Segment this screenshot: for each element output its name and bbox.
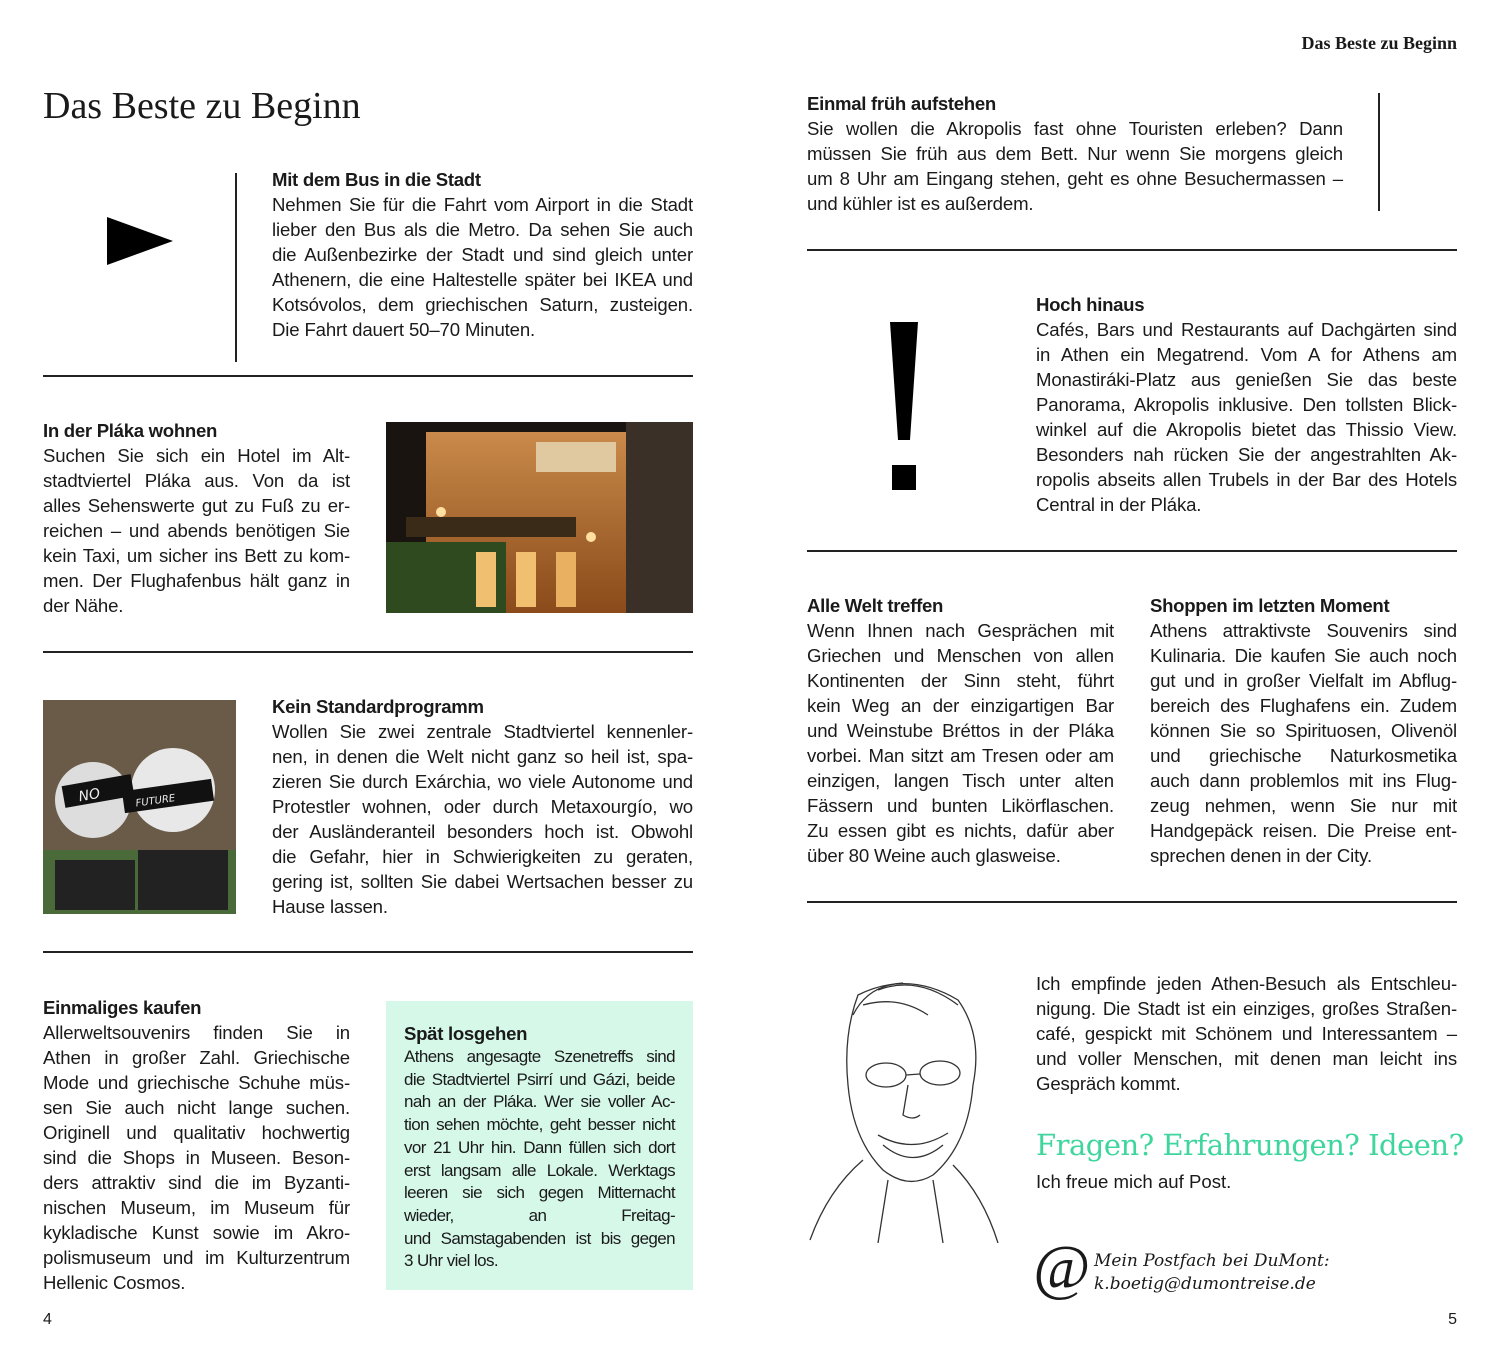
- section-heading: Einmaliges kaufen: [43, 997, 202, 1018]
- text-line: können Sie so Spirituosen, Olivenöl: [1150, 720, 1457, 741]
- text-line: Mode und griechische Schuhe müs-: [43, 1072, 350, 1093]
- text-line: nah an der Pláka. Wer sie voller Ac-: [404, 1092, 675, 1112]
- text-line: ropolis abseits allen Trubels in der Bar des Hotels: [1036, 469, 1457, 490]
- text-line: Zu essen gibt es nichts, dafür aber: [807, 820, 1114, 841]
- section-heading: Hoch hinaus: [1036, 294, 1145, 315]
- text-line: um 8 Uhr am Eingang stehen, geht es ohne Besuchermassen –: [807, 168, 1343, 189]
- text-line: Monastiráki-Platz aus genießen Sie das beste: [1036, 369, 1457, 390]
- section-heading: In der Pláka wohnen: [43, 420, 218, 441]
- text-line: polismuseum und im Kulturzentrum: [43, 1247, 350, 1268]
- text-line: lieber den Bus als die Metro. Da sehen Sie auch: [272, 219, 693, 240]
- divider: [235, 173, 237, 362]
- text-line: der Ausländeranteil besonders hoch ist. Obwohl: [272, 821, 693, 842]
- page-number-left: 4: [43, 1311, 52, 1328]
- divider: [1378, 93, 1380, 211]
- text-line: Suchen Sie sich ein Hotel im Alt-: [43, 445, 350, 466]
- text-line: Originell und qualitativ hochwertig: [43, 1122, 350, 1143]
- running-head: Das Beste zu Beginn: [1301, 33, 1457, 53]
- text-line: Cafés, Bars und Restaurants auf Dachgärten sind: [1036, 319, 1457, 340]
- divider: [43, 375, 693, 377]
- text-line: die Stadtviertel Psirrí und Gázi, beide: [404, 1069, 675, 1089]
- section-frueh: [807, 91, 1343, 216]
- text-line: Athens attraktivste Souvenirs sind: [1150, 620, 1457, 641]
- text-line: gering ist, sollten Sie dabei Wertsachen besser zu: [272, 871, 693, 892]
- text-line: wieder, an Freitag-: [404, 1205, 675, 1225]
- section-shoppen: [1150, 593, 1457, 868]
- graffiti-no: NO: [77, 785, 102, 806]
- text-line: nischen Museum, im Museum für: [43, 1197, 350, 1218]
- text-line: müssen Sie früh aus dem Bett. Nur wenn Sie morgens gleich: [807, 143, 1343, 164]
- text-line: Allerweltsouvenirs finden Sie in: [43, 1022, 350, 1043]
- divider: [807, 249, 1457, 251]
- text-line: über 80 Weine auch glasweise.: [807, 845, 1061, 866]
- text-line: café, gespickt mit Schönem und Interessantem –: [1036, 1023, 1457, 1044]
- text-line: Kotsóvolos, dem griechischen Saturn, zusteigen.: [272, 294, 693, 315]
- at-sign-icon: @: [1033, 1234, 1091, 1302]
- text-line: men. Der Flughafenbus hält ganz in: [43, 570, 350, 591]
- hotel-photo: [386, 422, 693, 613]
- text-line: und Weinstube Bréttos in der Pláka: [807, 720, 1114, 741]
- text-line: kykladische Kunst sowie im Akro-: [43, 1222, 350, 1243]
- text-line: Sie wollen die Akropolis fast ohne Touristen erleben? Dann: [807, 118, 1343, 139]
- text-line: Protestler wohnen, oder durch Metaxourgío, wo: [272, 796, 693, 817]
- text-line: der Nähe.: [43, 595, 124, 616]
- author-portrait: [808, 975, 1003, 1243]
- text-line: Central in der Pláka.: [1036, 494, 1202, 515]
- text-line: Kulinaria. Die kaufen Sie auch noch: [1150, 645, 1457, 666]
- text-line: auch dann problemlos mit ins Flug-: [1150, 770, 1457, 791]
- text-line: Besonders nah rücken Sie der angestrahlten Ak-: [1036, 444, 1457, 465]
- text-line: Gespräch kommt.: [1036, 1073, 1181, 1094]
- divider: [43, 651, 693, 653]
- tip-box: [386, 1001, 693, 1290]
- text-line: Nehmen Sie für die Fahrt vom Airport in die Stadt: [272, 194, 693, 215]
- text-line: vorbei. Man sitzt am Tresen oder am: [807, 745, 1114, 766]
- text-line: Hellenic Cosmos.: [43, 1272, 186, 1293]
- section-heading: Mit dem Bus in die Stadt: [272, 169, 481, 190]
- text-line: Wollen Sie zwei zentrale Stadtviertel kennenler-: [272, 721, 693, 742]
- text-line: Athen in großer Zahl. Griechische: [43, 1047, 350, 1068]
- contact-mail: [1094, 1250, 1330, 1296]
- text-line: Panorama, Akropolis inklusive. Den tollsten Blick-: [1036, 394, 1457, 415]
- text-line: winkel auf die Akropolis bietet das Thissio View.: [1036, 419, 1457, 440]
- text-line: 3 Uhr viel los.: [404, 1251, 498, 1271]
- text-line: die Außenbezirke der Stadt und sind gleich unter: [272, 244, 693, 265]
- contact-question: Fragen? Erfahrungen? Ideen?: [1036, 1128, 1464, 1162]
- text-line: stadtviertel Pláka aus. Von da ist: [43, 470, 350, 491]
- text-line: Die Fahrt dauert 50–70 Minuten.: [272, 319, 536, 340]
- text-line: zieren Sie durch Exárchia, wo viele Autonome und: [272, 771, 693, 792]
- text-line: und Samstagabenden ist bis gegen: [404, 1228, 675, 1248]
- email-link[interactable]: k.boetig@dumontreise.de: [1094, 1274, 1316, 1294]
- section-heading: Kein Standardprogramm: [272, 696, 484, 717]
- text-line: Hause lassen.: [272, 896, 388, 917]
- text-line: reichen – und abends benötigen Sie: [43, 520, 350, 541]
- text-line: tion sehen möchte, geht besser nicht: [404, 1115, 675, 1135]
- text-line: Athenern, die eine Haltestelle später bei IKEA und: [272, 269, 693, 290]
- text-line: vor 21 Uhr hin. Dann füllen sich dort: [404, 1137, 675, 1157]
- page-number-right: 5: [1448, 1311, 1457, 1328]
- play-triangle-icon: [107, 217, 173, 266]
- section-kaufen: [43, 995, 350, 1295]
- section-heading: Einmal früh aufstehen: [807, 93, 996, 114]
- text-line: Fässern und bunten Likörflaschen.: [807, 795, 1114, 816]
- graffiti-future: FUTURE: [135, 793, 176, 810]
- text-line: nen, in denen die Welt nicht ganz so heil ist, spa-: [272, 746, 693, 767]
- text-line: Wenn Ihnen nach Gesprächen mit: [807, 620, 1114, 641]
- text-line: gut und in großer Vielfalt im Abflug-: [1150, 670, 1457, 691]
- text-line: bereich des Flughafens ein. Zudem: [1150, 695, 1457, 716]
- divider: [807, 901, 1457, 903]
- text-line: sen Sie auch nicht lange suchen.: [43, 1097, 350, 1118]
- section-heading: Spät losgehen: [404, 1023, 528, 1044]
- text-line: und kühler ist es außerdem.: [807, 193, 1034, 214]
- section-standard: [272, 694, 693, 919]
- section-heading: Alle Welt treffen: [807, 595, 944, 616]
- section-spaet: [404, 1021, 675, 1273]
- text-line: ders attraktiv sind die im Byzanti-: [43, 1172, 350, 1193]
- text-line: sind die Shops in Museen. Beson-: [43, 1147, 350, 1168]
- section-welt: [807, 593, 1114, 868]
- text-line: und griechische Naturkosmetika: [1150, 745, 1457, 766]
- text-line: Kontinenten der Sinn steht, führt: [807, 670, 1114, 691]
- postbox-label: Mein Postfach bei DuMont:: [1094, 1251, 1330, 1271]
- section-author: [1036, 971, 1457, 1096]
- text-line: zeug nehmen, wenn Sie nur mit: [1150, 795, 1457, 816]
- text-line: die Gefahr, hier in Schwierigkeiten zu geraten,: [272, 846, 693, 867]
- text-line: Handgepäck reisen. Die Preise ent-: [1150, 820, 1457, 841]
- text-line: Ich empfinde jeden Athen-Besuch als Entschleu-: [1036, 973, 1457, 994]
- section-plaka: [43, 418, 350, 618]
- divider: [807, 550, 1457, 552]
- divider: [43, 951, 693, 953]
- text-line: Athens angesagte Szenetreffs sind: [404, 1047, 675, 1066]
- section-hoch: [1036, 292, 1457, 517]
- text-line: einzigen, langen Tisch unter alten: [807, 770, 1114, 791]
- graffiti-photo: [43, 700, 236, 914]
- text-line: Griechen und Menschen von allen: [807, 645, 1114, 666]
- text-line: in Athen ein Megatrend. Vom A for Athens am: [1036, 344, 1457, 365]
- text-line: leeren sie sich gegen Mitternacht: [404, 1183, 675, 1203]
- text-line: alles Sehenswerte gut zu Fuß zu er-: [43, 495, 350, 516]
- section-bus: [272, 167, 693, 342]
- section-heading: Shoppen im letzten Moment: [1150, 595, 1390, 616]
- text-line: nigung. Die Stadt ist ein einziges, großes Straßen-: [1036, 998, 1457, 1019]
- text-line: kein Weg an der einzigartigen Bar: [807, 695, 1114, 716]
- text-line: erst langsam alle Lokale. Werktags: [404, 1160, 675, 1180]
- text-line: und voller Menschen, mit denen man leicht ins: [1036, 1048, 1457, 1069]
- text-line: kein Taxi, um sicher ins Bett zu kom-: [43, 545, 350, 566]
- contact-invite: Ich freue mich auf Post.: [1036, 1171, 1232, 1192]
- text-line: sprechen denen in der City.: [1150, 845, 1372, 866]
- exclamation-icon: [890, 322, 918, 490]
- page-title: Das Beste zu Beginn: [43, 85, 361, 127]
